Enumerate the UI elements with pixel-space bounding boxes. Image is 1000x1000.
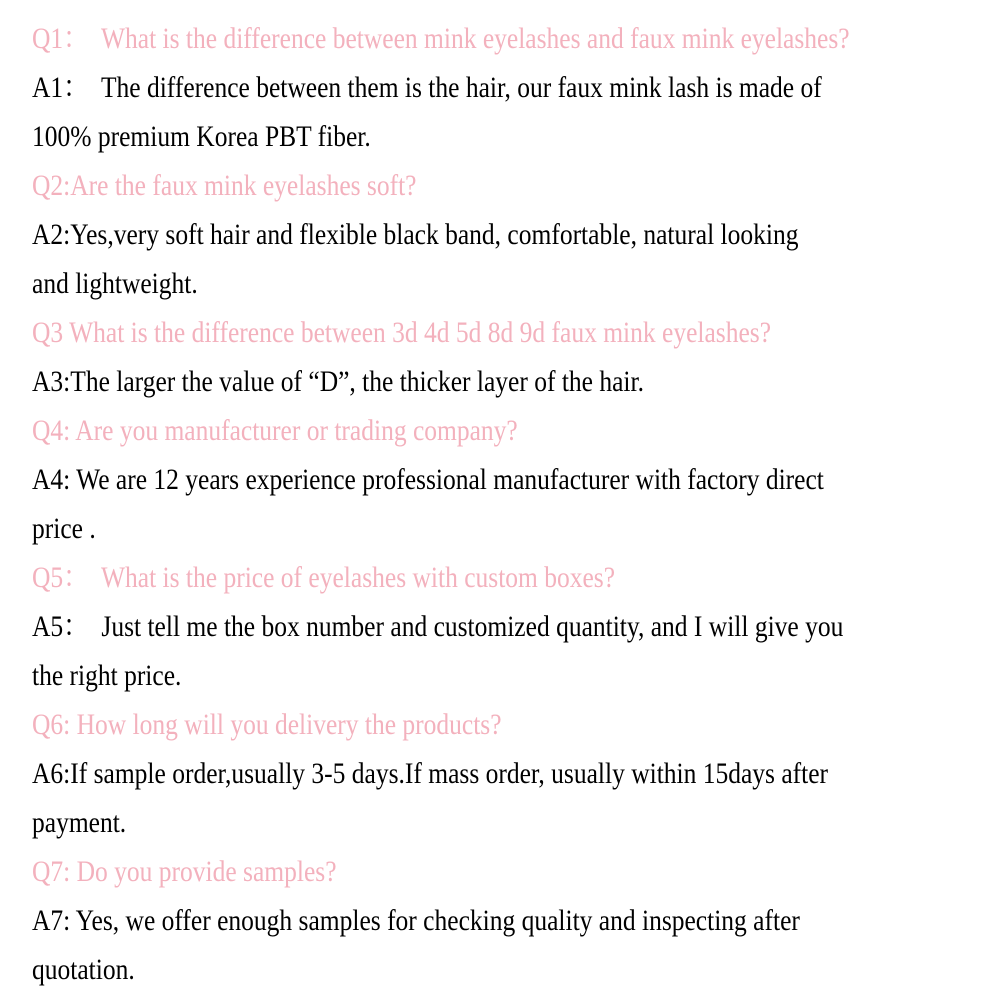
faq-question-line: Q6: How long will you delivery the products?: [32, 708, 502, 741]
faq-answer-line: A3:The larger the value of “D”, the thicker layer of the hair.: [32, 365, 644, 398]
faq-answer-line: A5： Just tell me the box number and customized quantity, and I will give you: [32, 610, 844, 643]
faq-question-line: Q7: Do you provide samples?: [32, 855, 337, 888]
faq-answer-line: A2:Yes,very soft hair and flexible black band, comfortable, natural looking: [32, 218, 799, 251]
faq-answer-line: A4: We are 12 years experience professional manufacturer with factory direct: [32, 463, 824, 496]
faq-answer-line: quotation.: [32, 953, 135, 986]
faq-question-line: Q2:Are the faux mink eyelashes soft?: [32, 169, 417, 202]
faq-question-line: Q3 What is the difference between 3d 4d 5d 8d 9d faux mink eyelashes?: [32, 316, 772, 349]
faq-answer-line: A6:If sample order,usually 3-5 days.If mass order, usually within 15days after: [32, 757, 829, 790]
faq-answer-line: A1： The difference between them is the hair, our faux mink lash is made of: [32, 71, 822, 104]
faq-answer-line: and lightweight.: [32, 267, 198, 300]
faq-answer-line: 100% premium Korea PBT fiber.: [32, 120, 371, 153]
faq-answer-line: payment.: [32, 806, 127, 839]
faq-answer-line: the right price.: [32, 659, 182, 692]
faq-question-line: Q1： What is the difference between mink eyelashes and faux mink eyelashes?: [32, 22, 850, 55]
faq-question-line: Q4: Are you manufacturer or trading company?: [32, 414, 518, 447]
faq-question-line: Q5： What is the price of eyelashes with custom boxes?: [32, 561, 616, 594]
faq-answer-line: A7: Yes, we offer enough samples for checking quality and inspecting after: [32, 904, 800, 937]
faq-answer-line: price .: [32, 512, 96, 545]
